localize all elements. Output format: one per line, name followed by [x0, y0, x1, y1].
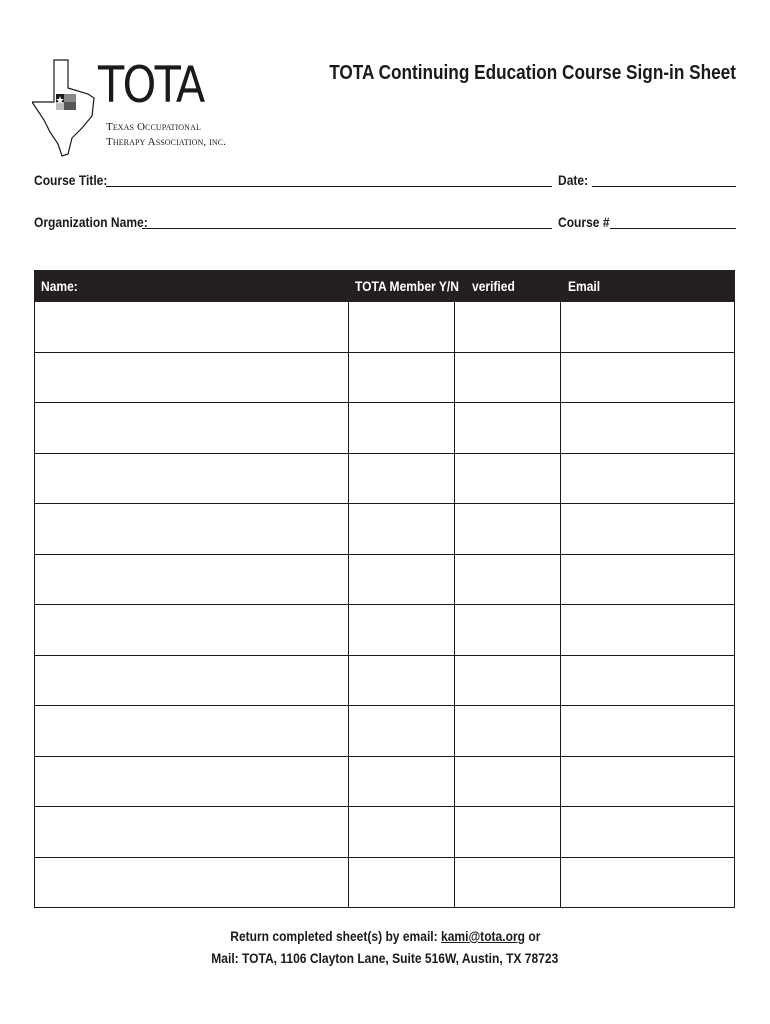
footer-or-text: or: [528, 928, 541, 944]
table-row: [35, 403, 734, 454]
email-cell[interactable]: [561, 353, 734, 403]
name-cell[interactable]: [35, 706, 349, 756]
member-cell[interactable]: [349, 454, 455, 504]
date-line[interactable]: [592, 186, 736, 187]
header-verified: verified: [472, 278, 515, 294]
page-title: TOTA Continuing Education Course Sign-in Sheet: [329, 62, 736, 84]
name-cell[interactable]: [35, 605, 349, 655]
name-cell[interactable]: [35, 302, 349, 352]
member-cell[interactable]: [349, 403, 455, 453]
name-cell[interactable]: [35, 807, 349, 857]
name-cell[interactable]: [35, 504, 349, 554]
table-row: [35, 706, 734, 757]
member-cell[interactable]: [349, 807, 455, 857]
verified-cell[interactable]: [455, 504, 561, 554]
verified-cell[interactable]: [455, 706, 561, 756]
member-cell[interactable]: [349, 757, 455, 807]
logo-wordmark: TOTA: [98, 56, 204, 114]
name-cell[interactable]: [35, 858, 349, 908]
table-row: [35, 605, 734, 656]
email-cell[interactable]: [561, 605, 734, 655]
header-email: Email: [568, 278, 601, 294]
member-cell[interactable]: [349, 858, 455, 908]
organization-name-label: Organization Name:: [34, 214, 148, 230]
email-cell[interactable]: [561, 555, 734, 605]
email-cell[interactable]: [561, 454, 734, 504]
footer-mail-text: Mail: TOTA, 1106 Clayton Lane, Suite 516W, Austin, TX 78723: [211, 950, 559, 966]
texas-map-icon: [32, 58, 102, 158]
logo-tagline-1: Texas Occupational: [106, 121, 201, 133]
verified-cell[interactable]: [455, 858, 561, 908]
sign-in-table: [34, 270, 735, 908]
email-cell[interactable]: [561, 403, 734, 453]
verified-cell[interactable]: [455, 807, 561, 857]
verified-cell[interactable]: [455, 757, 561, 807]
footer-email-link[interactable]: kami@tota.org: [440, 928, 525, 944]
verified-cell[interactable]: [455, 605, 561, 655]
member-cell[interactable]: [349, 656, 455, 706]
footer-mail: [0, 950, 770, 966]
table-row: [35, 858, 734, 909]
date-label: Date:: [558, 172, 589, 188]
footer-return-text: Return completed sheet(s) by email:: [229, 928, 438, 944]
verified-cell[interactable]: [455, 555, 561, 605]
name-cell[interactable]: [35, 454, 349, 504]
table-row: [35, 757, 734, 808]
course-title-line[interactable]: [106, 186, 552, 187]
course-number-label: Course #: [558, 214, 610, 230]
table-row: [35, 302, 734, 353]
member-cell[interactable]: [349, 555, 455, 605]
table-row: [35, 656, 734, 707]
email-cell[interactable]: [561, 302, 734, 352]
course-title-label: Course Title:: [34, 172, 108, 188]
member-cell[interactable]: [349, 706, 455, 756]
email-cell[interactable]: [561, 504, 734, 554]
header-member: TOTA Member Y/N: [355, 278, 459, 294]
email-cell[interactable]: [561, 858, 734, 908]
email-cell[interactable]: [561, 807, 734, 857]
course-number-line[interactable]: [610, 228, 736, 229]
table-body: [34, 302, 735, 908]
table-header: [34, 270, 735, 302]
footer-return: [0, 928, 770, 944]
name-cell[interactable]: [35, 656, 349, 706]
member-cell[interactable]: [349, 302, 455, 352]
member-cell[interactable]: [349, 353, 455, 403]
email-cell[interactable]: [561, 757, 734, 807]
verified-cell[interactable]: [455, 302, 561, 352]
header-name: Name:: [41, 278, 78, 294]
table-row: [35, 807, 734, 858]
verified-cell[interactable]: [455, 656, 561, 706]
table-row: [35, 353, 734, 404]
verified-cell[interactable]: [455, 454, 561, 504]
name-cell[interactable]: [35, 403, 349, 453]
name-cell[interactable]: [35, 555, 349, 605]
table-row: [35, 555, 734, 606]
organization-name-line[interactable]: [142, 228, 552, 229]
verified-cell[interactable]: [455, 403, 561, 453]
member-cell[interactable]: [349, 504, 455, 554]
email-cell[interactable]: [561, 656, 734, 706]
name-cell[interactable]: [35, 353, 349, 403]
table-row: [35, 454, 734, 505]
logo-tagline-2: Therapy Association, inc.: [106, 136, 227, 148]
email-cell[interactable]: [561, 706, 734, 756]
table-row: [35, 504, 734, 555]
verified-cell[interactable]: [455, 353, 561, 403]
tota-logo: [32, 58, 232, 158]
member-cell[interactable]: [349, 605, 455, 655]
name-cell[interactable]: [35, 757, 349, 807]
